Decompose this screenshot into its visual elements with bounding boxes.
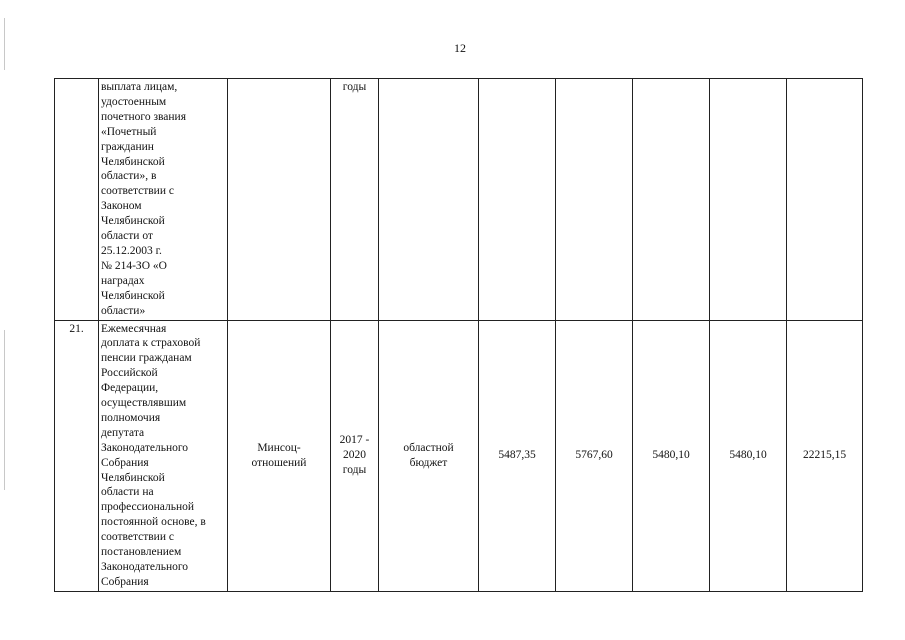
measure-name-line: области от <box>101 230 153 243</box>
measure-name-line: полномочия <box>101 411 161 424</box>
measure-name-line: Законом <box>101 200 142 213</box>
measure-name-line: Российской <box>101 367 158 380</box>
measure-name-line: постановлением <box>101 546 182 559</box>
measure-name-line: области на <box>101 486 154 499</box>
funding-source-line: областной <box>403 441 454 454</box>
program-table <box>54 78 863 592</box>
executor-line: отношений <box>251 456 307 469</box>
value-2020-cell: 5480,10 <box>710 320 787 591</box>
value-2017-cell: 5487,35 <box>479 320 556 591</box>
funding-source-cell <box>379 320 479 591</box>
measure-name-line: Челябинской <box>101 471 165 484</box>
row-number: 21. <box>55 320 99 591</box>
measure-name-line: осуществлявшим <box>101 397 187 410</box>
scan-margin-mark <box>4 18 5 70</box>
funding-source-line: бюджет <box>409 456 448 469</box>
measure-name-line: профессиональной <box>101 501 195 514</box>
funding-source-cell <box>379 79 479 321</box>
table-row <box>55 320 863 591</box>
measure-name-line: Законодательного <box>101 441 189 454</box>
years-cell <box>331 320 379 591</box>
scan-margin-mark <box>4 330 5 490</box>
value-2018-cell <box>556 79 633 321</box>
measure-name-line: Законодательного <box>101 561 189 573</box>
measure-name-line: № 214-ЗО «О <box>101 259 167 272</box>
measure-name-line: выплата лицам, <box>101 81 178 93</box>
measure-name-line: почетного звания <box>101 110 187 123</box>
years-line: 2017 - <box>339 434 370 447</box>
executor-cell <box>228 79 331 321</box>
measure-name-line: Собрания <box>101 575 149 588</box>
measure-name-line: Челябинской <box>101 155 165 168</box>
measure-name-cell <box>99 79 228 321</box>
measure-name-line: наградах <box>101 274 145 287</box>
measure-name-cell <box>99 320 228 591</box>
value-total-cell: 22215,15 <box>787 320 863 591</box>
measure-name-line: пенсии гражданам <box>101 352 192 365</box>
executor-cell <box>228 320 331 591</box>
row-number <box>55 79 99 321</box>
measure-name-line: 25.12.2003 г. <box>101 244 162 257</box>
measure-name-line: Ежемесячная <box>101 322 167 335</box>
years-cell <box>331 79 379 321</box>
measure-name-line: области» <box>101 304 146 317</box>
measure-name-line: области», в <box>101 170 157 183</box>
measure-name-line: постоянной основе, в <box>101 516 206 529</box>
measure-name-line: Челябинской <box>101 289 165 302</box>
page-number: 12 <box>454 41 466 55</box>
table-body <box>55 79 863 592</box>
measure-name-line: удостоенным <box>101 95 167 108</box>
measure-name-line: «Почетный <box>101 125 157 138</box>
years-line: годы <box>342 81 367 93</box>
value-2018-cell: 5767,60 <box>556 320 633 591</box>
executor-line: Минсоц- <box>257 441 301 454</box>
value-2019-cell: 5480,10 <box>633 320 710 591</box>
table-row <box>55 79 863 321</box>
measure-name-line: соответствии с <box>101 185 174 198</box>
measure-name-line: Федерации, <box>101 382 159 395</box>
measure-name-line: Собрания <box>101 456 149 469</box>
value-2017-cell <box>479 79 556 321</box>
measure-name-line: доплата к страховой <box>101 337 201 350</box>
value-2020-cell <box>710 79 787 321</box>
measure-name-line: гражданин <box>101 140 154 153</box>
measure-name-line: депутата <box>101 426 145 439</box>
measure-name-line: соответствии с <box>101 531 174 544</box>
years-line: 2020 <box>343 449 366 462</box>
value-total-cell <box>787 79 863 321</box>
measure-name-line: Челябинской <box>101 215 165 228</box>
years-line: годы <box>342 464 367 477</box>
value-2019-cell <box>633 79 710 321</box>
